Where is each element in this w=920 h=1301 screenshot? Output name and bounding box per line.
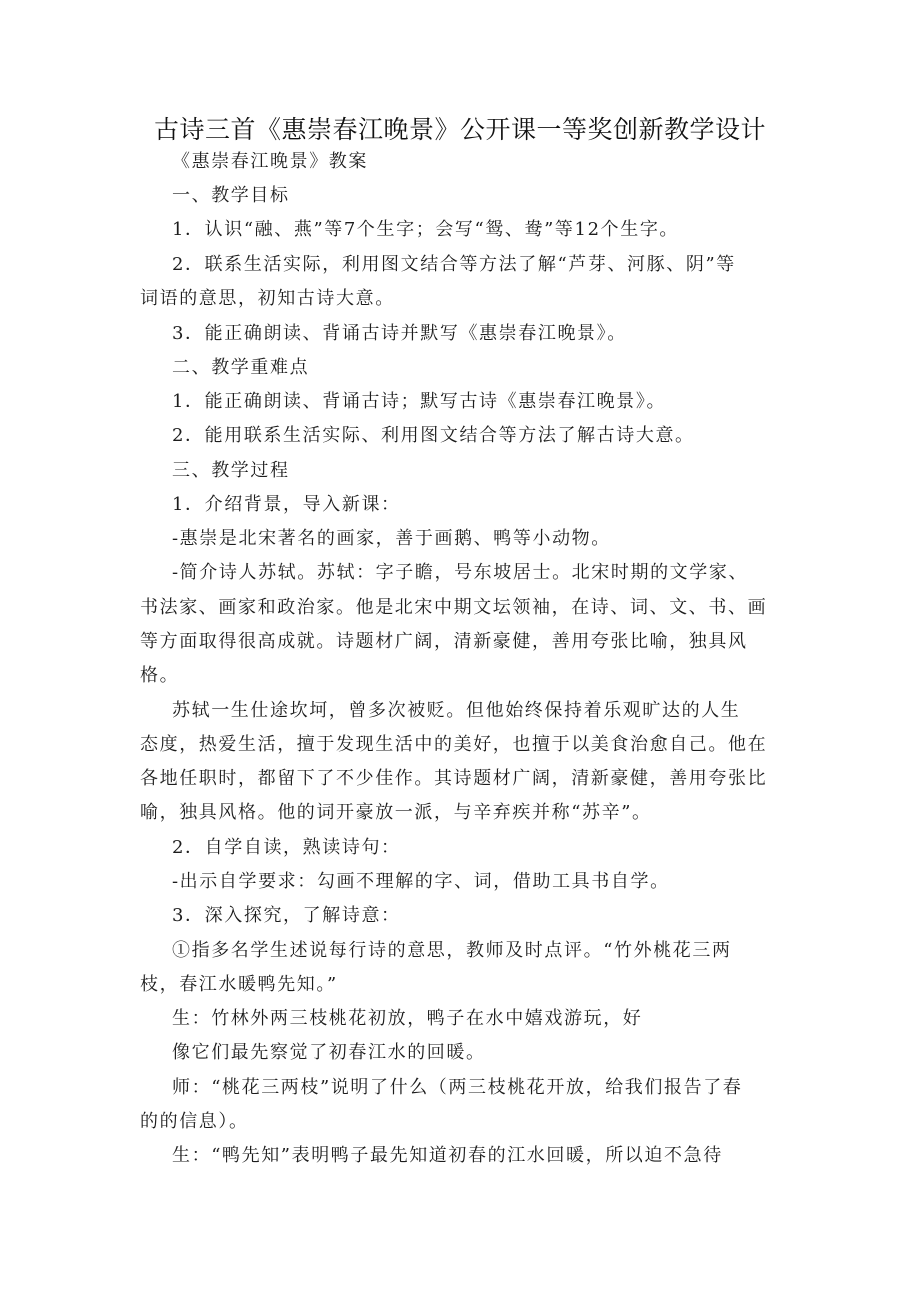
text-line: 书法家、画家和政治家。他是北宋中期文坛领袖，在诗、词、文、书、画 <box>140 597 768 618</box>
text-line: 2．自学自读，熟读诗句： <box>172 837 401 858</box>
text-line: 像它们最先察觉了初春江水的回暖。 <box>172 1042 486 1063</box>
text-line: 各地任职时，都留下了不少佳作。其诗题材广阔，清新豪健，善用夸张比 <box>140 768 768 789</box>
text-line: 生：“鸭先知”表明鸭子最先知道初春的江水回暖，所以迫不急待 <box>172 1145 723 1166</box>
text-line: -出示自学要求：勾画不理解的字、词，借助工具书自学。 <box>172 871 670 892</box>
text-line: 喻，独具风格。他的词开豪放一派，与辛弃疾并称“苏辛”。 <box>140 802 652 823</box>
text-line: 苏轼一生仕途坎坷，曾多次被贬。但他始终保持着乐观旷达的人生 <box>172 700 741 721</box>
section-heading: 三、教学过程 <box>172 460 290 481</box>
text-line: 格。 <box>140 665 180 686</box>
text-line: 1．认识“融、燕”等7个生字；会写“鸳、鸯”等12个生字。 <box>172 219 680 240</box>
text-line: 枝，春江水暖鸭先知。” <box>140 974 338 995</box>
text-line: 1．能正确朗读、背诵古诗；默写古诗《惠崇春江晚景》。 <box>172 391 667 412</box>
text-line: 2．联系生活实际，利用图文结合等方法了解“芦芽、河豚、阴”等 <box>172 254 736 275</box>
text-line: -简介诗人苏轼。苏轼：字子瞻，号东坡居士。北宋时期的文学家、 <box>172 562 749 583</box>
text-line: 3．深入探究，了解诗意： <box>172 905 401 926</box>
document-title: 古诗三首《惠崇春江晚景》公开课一等奖创新教学设计 <box>153 115 766 144</box>
text-line: 3．能正确朗读、背诵古诗并默写《惠崇春江晚景》。 <box>172 323 627 344</box>
section-heading: 一、教学目标 <box>172 185 290 206</box>
text-line: 的的信息）。 <box>140 1111 249 1132</box>
text-line: 《惠崇春江晚景》教案 <box>172 151 368 172</box>
text-line: 2．能用联系生活实际、利用图文结合等方法了解古诗大意。 <box>172 425 695 446</box>
text-line: 词语的意思，初知古诗大意。 <box>140 288 395 309</box>
text-line: 生：竹林外两三枝桃花初放，鸭子在水中嬉戏游玩，好 <box>172 1008 643 1029</box>
text-line: -惠崇是北宋著名的画家，善于画鹅、鸭等小动物。 <box>172 528 611 549</box>
text-line: 态度，热爱生活，擅于发现生活中的美好，也擅于以美食治愈自己。他在 <box>140 734 768 755</box>
text-line: 等方面取得很高成就。诗题材广阔，清新豪健，善用夸张比喻，独具风 <box>140 631 748 652</box>
text-line: 1．介绍背景，导入新课： <box>172 494 401 515</box>
text-line: ①指多名学生述说每行诗的意思，教师及时点评。“竹外桃花三两 <box>172 940 732 961</box>
text-line: 师：“桃花三两枝”说明了什么（两三枝桃花开放，给我们报告了春 <box>172 1077 743 1098</box>
section-heading: 二、教学重难点 <box>172 357 310 378</box>
